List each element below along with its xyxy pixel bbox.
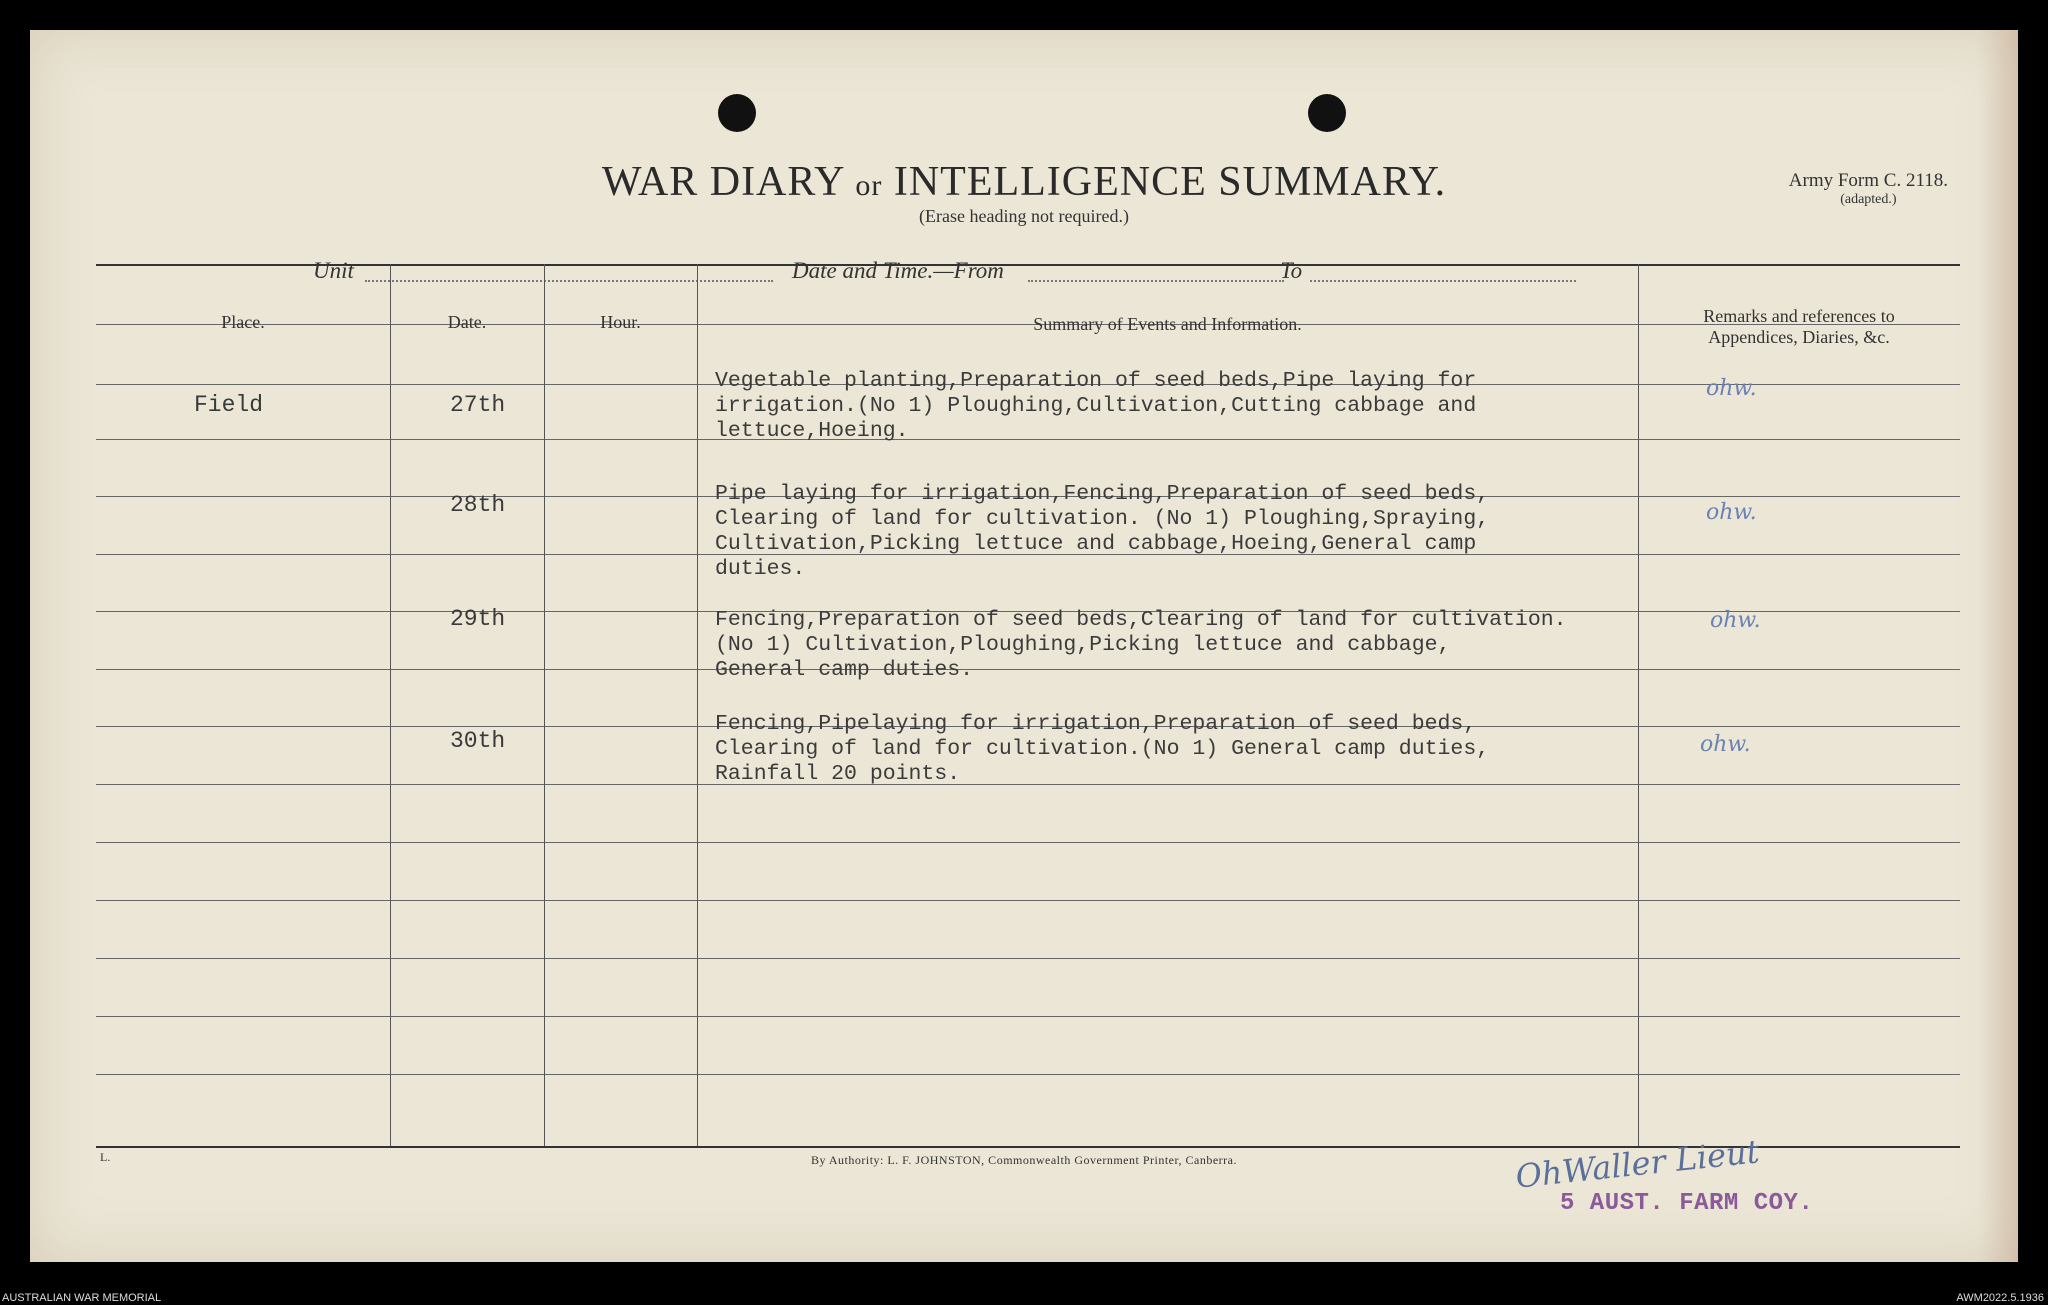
entry-date: 29th (450, 606, 506, 632)
date-time-from-label: Date and Time.—From (792, 258, 1004, 283)
row-rule (96, 1074, 1960, 1075)
row-rule (96, 842, 1960, 843)
form-title (30, 158, 2018, 206)
army-form-label: Army Form C. 2118. (1788, 170, 1948, 191)
entry-summary: Pipe laying for irrigation,Fencing,Preparation of seed beds, Clearing of land for cultivation. (No 1) Ploughing,Spraying, Cultivation,Picking lettuce and cabbage,Hoeing,General camp duties. (715, 482, 1490, 581)
header-remarks-line2: Appendices, Diaries, &c. (1708, 327, 1890, 347)
title-intelligence-summary: INTELLIGENCE SUMMARY. (893, 159, 1447, 205)
col-divider-hour (697, 264, 698, 1146)
table-top-rule (96, 264, 1960, 266)
entry-summary: Vegetable planting,Preparation of seed beds,Pipe laying for irrigation.(No 1) Ploughing,Cultivation,Cutting cabbage and lettuce,Hoeing. (715, 369, 1477, 443)
entry-summary: Fencing,Preparation of seed beds,Clearing of land for cultivation. (No 1) Cultivation,Ploughing,Picking lettuce and cabbage, General camp duties. (715, 608, 1567, 682)
col-divider-date (544, 264, 545, 1146)
entry-summary: Fencing,Pipelaying for irrigation,Preparation of seed beds, Clearing of land for cultivation.(No 1) General camp duties, Rainfall 20 points. (715, 712, 1490, 786)
entry-remark-initials: ohw. (1710, 608, 1761, 633)
row-rule (96, 1016, 1960, 1017)
printer-credit: By Authority: L. F. JOHNSTON, Commonwealth Government Printer, Canberra. (811, 1153, 1237, 1167)
row-rule (96, 900, 1960, 901)
archive-reference: AWM2022.5.1936 (1956, 1292, 2044, 1304)
entry-date: 30th (450, 728, 506, 754)
entry-date: 27th (450, 392, 506, 418)
diary-page (30, 30, 2018, 1262)
header-remarks-line1: Remarks and references to (1703, 306, 1895, 326)
header-summary: Summary of Events and Information. (1033, 314, 1302, 334)
punch-hole-left (718, 94, 756, 132)
form-subtitle: (Erase heading not required.) (919, 206, 1129, 226)
header-hour: Hour. (600, 312, 641, 332)
row-rule (96, 958, 1960, 959)
army-form-number (1789, 170, 1948, 208)
army-form-note: (adapted.) (1840, 192, 1897, 207)
entry-place: Field (194, 392, 264, 418)
officer-signature: OhWaller Lieut (1513, 1132, 1762, 1196)
entry-remark-initials: ohw. (1700, 732, 1751, 757)
entry-remark-initials: ohw. (1706, 500, 1757, 525)
header-place: Place. (221, 312, 265, 332)
header-remarks (1638, 306, 1960, 348)
entry-date: 28th (450, 492, 506, 518)
archive-credit: AUSTRALIAN WAR MEMORIAL (2, 1292, 162, 1304)
entry-remark-initials: ohw. (1706, 376, 1757, 401)
to-label: To (1280, 258, 1303, 283)
footer-mark: L. (100, 1150, 111, 1164)
unit-stamp: 5 AUST. FARM COY. (1560, 1190, 1814, 1217)
unit-label: Unit (313, 258, 354, 283)
title-war-diary: WAR DIARY (601, 159, 844, 205)
col-divider-place (390, 264, 391, 1146)
title-or: or (855, 169, 883, 202)
diary-table (96, 264, 1960, 1148)
header-date: Date. (447, 312, 487, 332)
punch-hole-right (1308, 94, 1346, 132)
